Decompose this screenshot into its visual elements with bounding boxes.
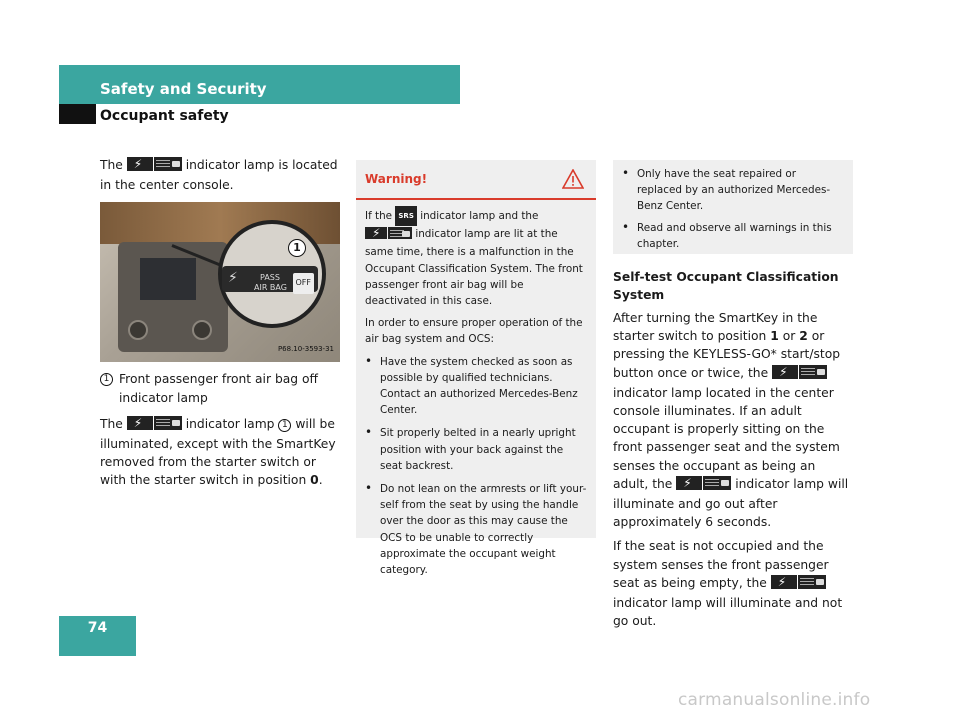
pass-air-bag-off-indicator-icon [772, 365, 827, 384]
tip-bullet: • Only have the seat repaired or replaced by an authorized Mercedes-Benz Center. [622, 166, 831, 212]
page-number: 74 [87, 620, 108, 636]
warning-instructions: In order to ensure proper operation of the air bag system and OCS: [365, 317, 583, 346]
watermark: carmanualsonline.info [678, 690, 871, 710]
figure-reference: P68.10-3593-31 [277, 345, 334, 354]
warning-header [356, 160, 596, 200]
warning-paragraph: If the SRS indicator lamp and the ⚡ indicator lamp are lit at the same time, there is a malfunction in the Occupant Classification System. The front passenger front air bag will be deactivated in this case. [365, 206, 587, 309]
center-console-photo [100, 202, 340, 362]
warning-bullet: • Do not lean on the armrests or lift your-self from the seat by using the handle over the door as this may cause the OCS to be unable to correctly approximate the occupant weight category. [365, 481, 587, 577]
pass-air-bag-off-indicator-icon [127, 416, 182, 435]
occupant-icon: ⚡ [228, 270, 238, 287]
header-marker [59, 104, 96, 124]
subsection-title: Occupant safety [100, 108, 229, 124]
self-test-paragraph: After turning the SmartKey in the starter switch to position 1 or 2 or pressing the KEYLESS-GO* start/stop button once or twice, the ⚡ indicator lamp located in the center console illuminates. If an adult occupant is properly sitting on the front passenger seat and the system senses the occupant as being an adult, the ⚡ indicator lamp will illuminate and go out after approximately 6 seconds. [613, 309, 853, 531]
section-title: Safety and Security [100, 80, 267, 98]
empty-seat-paragraph: If the seat is not occupied and the system senses the front passenger seat as being empty, the ⚡ indicator lamp will illuminate and not go out. [613, 537, 853, 630]
pass-air-bag-off-indicator-icon [676, 476, 731, 495]
self-test-heading: Self-test Occupant Classification System [613, 270, 839, 302]
left-column [100, 156, 340, 498]
callout-number: 1 [288, 239, 306, 257]
pass-air-bag-off-lamp: ⚡ PASS AIR BAG OFF [222, 266, 318, 292]
right-column [613, 268, 853, 636]
warning-bullet: • Sit properly belted in a nearly upright position with your back against the seat backrest. [365, 425, 576, 472]
pass-air-bag-off-indicator-icon [771, 575, 826, 594]
tip-bullet: • Read and observe all warnings in this chapter. [622, 220, 832, 250]
warning-bullet: • Have the system checked as soon as possible by qualified technicians. Contact an authorized Mercedes-Benz Center. [365, 353, 578, 417]
srs-indicator-icon: SRS [395, 206, 416, 226]
tip-box [613, 160, 853, 254]
indicator-paragraph: The ⚡ indicator lamp 1 will be illuminated, except with the SmartKey removed from the starter switch or with the starter switch in position 0. [100, 415, 340, 490]
warning-title: Warning! [365, 172, 428, 186]
warning-box [356, 160, 596, 577]
pass-air-bag-off-indicator-icon [127, 157, 182, 176]
warning-triangle-icon [562, 169, 584, 189]
figure-legend: 1 Front passenger front air bag off indicator lamp [100, 370, 340, 406]
intro-paragraph: The ⚡ indicator lamp is located in the center console. [100, 156, 340, 194]
pass-air-bag-off-indicator-icon [365, 227, 412, 244]
